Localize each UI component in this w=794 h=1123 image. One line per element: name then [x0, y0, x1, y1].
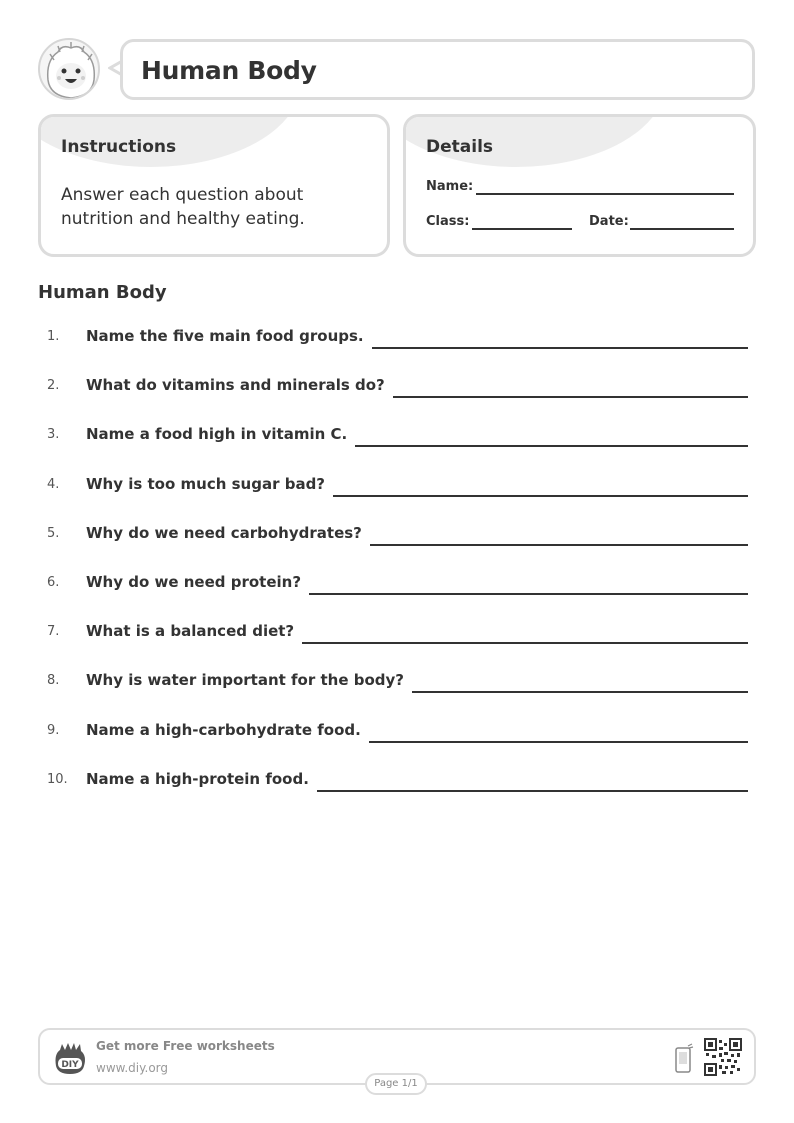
- question-item: [38, 620, 748, 669]
- yeti-mascot-icon: [38, 38, 100, 100]
- name-label: Name:: [426, 179, 474, 194]
- question-number: 3.: [47, 427, 60, 443]
- question-number: 7.: [47, 624, 60, 640]
- question-item: [38, 522, 748, 571]
- question-number: 4.: [47, 476, 60, 492]
- answer-line[interactable]: [370, 544, 748, 546]
- title-box: [120, 39, 755, 100]
- question-number: 10.: [47, 771, 68, 787]
- question-text: Name a high-carbohydrate food.: [86, 720, 361, 739]
- question-text: Why is too much sugar bad?: [86, 474, 326, 493]
- question-text: Why is water important for the body?: [86, 671, 404, 690]
- question-number: 5.: [47, 525, 60, 541]
- class-label: Class:: [426, 214, 470, 229]
- question-text: Name the five main food groups.: [86, 327, 364, 345]
- question-item: [38, 571, 748, 620]
- question-number: 1.: [47, 329, 60, 344]
- question-text: Why do we need protein?: [86, 572, 302, 591]
- question-number: 8.: [47, 673, 60, 689]
- qr-code-icon: [704, 1038, 742, 1076]
- class-field[interactable]: [472, 228, 572, 230]
- question-number: 9.: [47, 722, 60, 738]
- question-item: [38, 473, 748, 522]
- svg-text:DIY: DIY: [61, 1060, 79, 1070]
- section-title: Human Body: [38, 282, 167, 303]
- details-heading: Details: [426, 137, 494, 157]
- question-text: What is a balanced diet?: [86, 622, 295, 641]
- question-item: [38, 325, 748, 374]
- question-item: [38, 423, 748, 472]
- question-number: 2.: [47, 378, 60, 394]
- question-text: Name a high-protein food.: [86, 769, 309, 788]
- question-item: [38, 374, 748, 423]
- page-indicator: Page 1/1: [365, 1073, 427, 1095]
- date-field[interactable]: [630, 228, 734, 230]
- answer-line[interactable]: [309, 593, 748, 595]
- answer-line[interactable]: [412, 691, 748, 693]
- footer-link[interactable]: www.diy.org: [96, 1061, 168, 1075]
- date-label: Date:: [589, 214, 629, 229]
- phone-icon: [674, 1042, 694, 1074]
- question-number: 6.: [47, 574, 60, 590]
- instructions-text: Answer each question about nutrition and healthy eating.: [61, 185, 305, 229]
- answer-line[interactable]: [317, 790, 748, 792]
- answer-line[interactable]: [372, 347, 748, 349]
- details-panel: [403, 114, 756, 257]
- question-item: [38, 768, 748, 817]
- question-item: [38, 719, 748, 768]
- answer-line[interactable]: [302, 642, 748, 644]
- instructions-heading: Instructions: [61, 137, 177, 157]
- question-list: [38, 325, 748, 817]
- question-text: What do vitamins and minerals do?: [86, 376, 385, 395]
- question-text: Name a food high in vitamin C.: [86, 425, 348, 444]
- diy-logo-icon: [52, 1040, 88, 1076]
- page-title: Human Body: [141, 56, 317, 85]
- instructions-panel: [38, 114, 390, 257]
- question-item: [38, 669, 748, 718]
- question-text: Why do we need carbohydrates?: [86, 523, 362, 542]
- name-field[interactable]: [476, 193, 734, 195]
- answer-line[interactable]: [393, 396, 748, 398]
- footer-promo: Get more Free worksheets: [96, 1039, 275, 1053]
- answer-line[interactable]: [355, 445, 748, 447]
- answer-line[interactable]: [333, 495, 748, 497]
- answer-line[interactable]: [369, 741, 748, 743]
